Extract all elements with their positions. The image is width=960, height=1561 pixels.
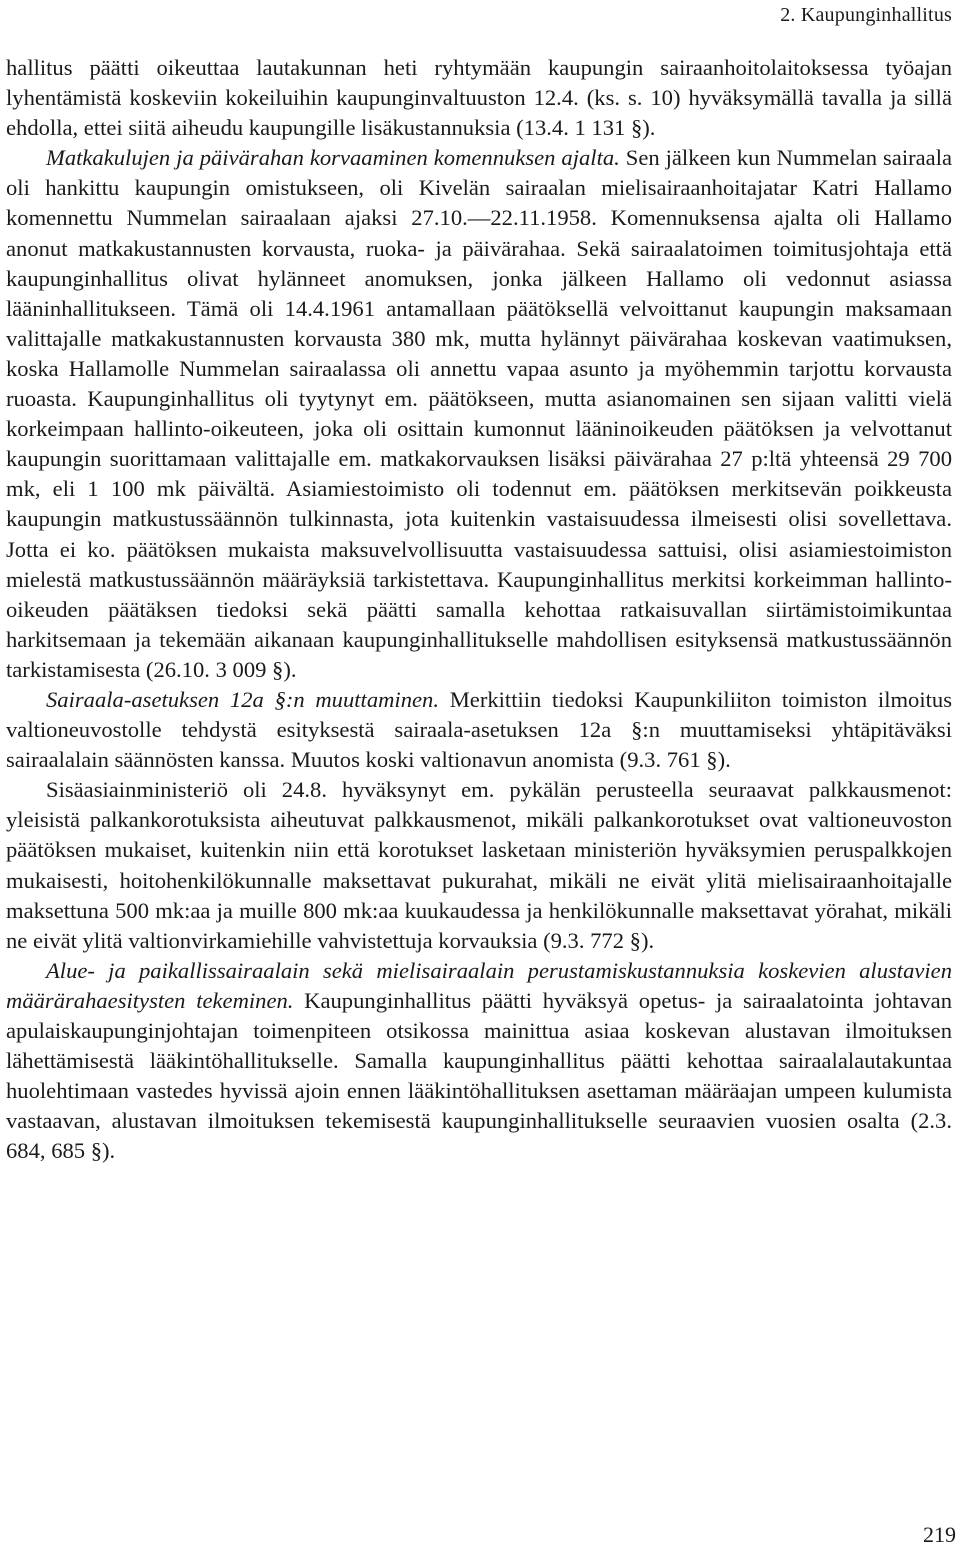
paragraph-text: Sisäasiainministeriö oli 24.8. hyväksynyt em. pykälän perusteella seuraavat palkkausmenot: yleisistä palkankorotuksista aiheutuvat palkkausmenot, mikäli palkankorotukset ovat valtioneuvoston päätöksen mukaiset, kuitenkin niin että korotukset lasketaan ministeriön hyväksymien peruspalkkojen mukaisesti, hoitohenkilökunnalle maksettavat pukurahat, mikäli ne eivät ylitä mielisairaanhoitajalle maksettuna 500 mk:aa ja muille 800 mk:aa kuukaudessa ja henkilökunnalle maksettavat yörahat, mikäli ne eivät ylitä valtionvirkamiehille vahvistettuja korvauksia (9.3. 772 §). <box>6 777 952 953</box>
running-head: 2. Kaupunginhallitus <box>780 4 952 26</box>
page-number: 219 <box>923 1522 956 1547</box>
paragraph-continuation <box>6 53 952 143</box>
paragraph-appropriations <box>6 956 952 1167</box>
section-heading: Matkakulujen ja päivärahan korvaaminen komennuksen ajalta. <box>46 145 620 171</box>
section-heading: Alue- ja paikallissairaalain sekä mielisairaalain perustamiskustannuksia koskevien alustavien määrärahaesitysten tekeminen. <box>6 957 952 1013</box>
paragraph-travel-costs <box>6 143 952 685</box>
section-heading: Sairaala-asetuksen 12a §:n muuttaminen. <box>46 686 439 712</box>
paragraph-text: Sen jälkeen kun Nummelan sairaala oli hankittu kaupungin omistukseen, oli Kivelän sairaalan mielisairaanhoitajatar Katri Hallamo komennettu Nummelan sairaalaan ajaksi 27.10.—22.11.1958. Komennuksensa ajalta oli Hallamo anonut matkakustannusten korvausta, ruoka- ja päivärahaa. Sekä sairaalatoimen toimitusjohtaja että kaupunginhallitus olivat hylänneet anomuksen, jonka jälkeen Hallamo oli vedonnut asiassa lääninhallitukseen. Tämä oli 14.4.1961 antamallaan päätöksellä velvoittanut kaupungin maksamaan valittajalle matkakustannusten korvausta 380 mk, mutta hylännyt päivärahaa koskevan vaatimuksen, koska Hallamolle Nummelan sairaalassa oli annettu vapaa asunto ja myöhemmin tarjottu korvausta ruoasta. Kaupunginhallitus oli tyytynyt em. päätökseen, mutta asianomainen sen sijaan valitti vielä korkeimpaan hallinto-oikeuteen, joka oli osittain kumonnut lääninoikeuden päätöksen ja velvottanut kaupungin suorittamaan valittajalle em. matkakorvauksen lisäksi päivärahaa 27 p:ltä yhteensä 29 700 mk, eli 1 100 mk päivältä. Asiamiestoimisto oli todennut em. päätöksen merkitsevän poikkeusta kaupungin matkustussäännön tulkinnasta, jota kuitenkin vastaisuudessa ilmeisesti olisi sovellettava. Jotta ei ko. päätöksen mukaista maksuvelvollisuutta vastaisuudessa sattuisi, olisi asiamiestoimiston mielestä matkustussäännön määräyksiä tarkistettava. Kaupunginhallitus merkitsi korkeimman hallinto-oikeuden päätäksen tiedoksi sekä päätti samalla kehottaa ratkaisuvallan siirtämistoimikuntaa harkitsemaan ja tekemään aikanaan kaupunginhallitukselle mahdollisen esityksensä matkustussäännön tarkistamisesta (26.10. 3 009 §). <box>6 145 952 682</box>
paragraph-hospital-decree <box>6 685 952 775</box>
paragraph-ministry <box>6 775 952 956</box>
paragraph-text: hallitus päätti oikeuttaa lautakunnan heti ryhtymään kaupungin sairaanhoitolaitoksessa työajan lyhentämistä koskeviin kokeiluihin kaupunginvaltuuston 12.4. (ks. s. 10) hyväksymällä tavalla ja sillä ehdolla, ettei siitä aiheudu kaupungille lisäkustannuksia (13.4. 1 131 §). <box>6 55 952 141</box>
paragraph-text: Merkittiin tiedoksi Kaupunkiliiton toimiston ilmoitus valtioneuvostolle tehdystä esityksestä sairaala-asetuksen 12a §:n muuttamiseksi yhtäpitäväksi sairaalalain säännösten kanssa. Muutos koski valtionavun anomista (9.3. 761 §). <box>6 686 952 773</box>
body-text <box>6 53 952 1166</box>
paragraph-text: Kaupunginhallitus päätti hyväksyä opetus- ja sairaalatointa johtavan apulaiskaupunginjohtajan toimenpiteen otsikossa mainittua asiaa koskevan alustavan ilmoituksen lähettämisestä lääkintöhallitukselle. Samalla kaupunginhallitus päätti kehottaa sairaalalautakuntaa huolehtimaan vastedes hyvissä ajoin ennen lääkintöhallituksen asettaman määräajan umpeen kulumista vastaavan, alustavan ilmoituksen tekemisestä kaupunginhallitukselle seuraavien vuosien osalta (2.3. 684, 685 §). <box>6 987 952 1164</box>
